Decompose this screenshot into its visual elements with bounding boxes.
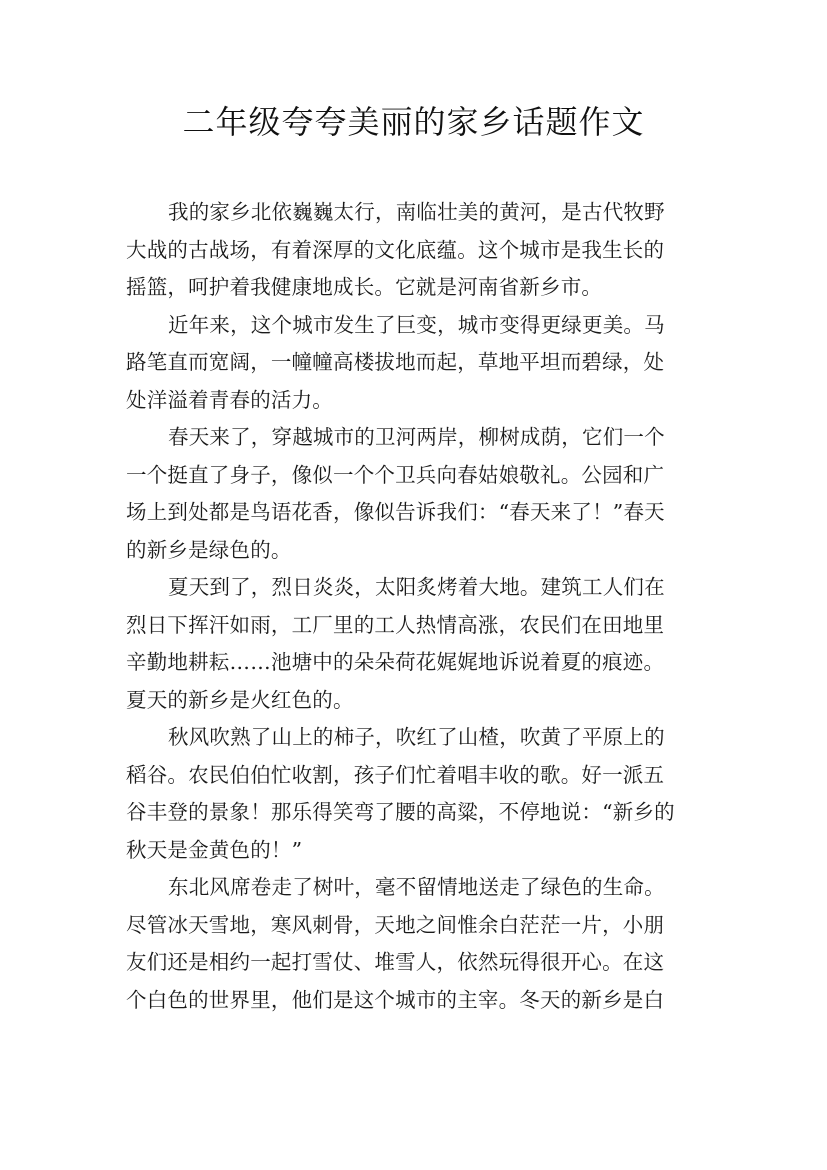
paragraph-line: 友们还是相约一起打雪仗、堆雪人，依然玩得很开心。在这 bbox=[126, 950, 665, 974]
paragraph-line: 一个挺直了身子，像似一个个卫兵向春姑娘敬礼。公园和广 bbox=[126, 462, 665, 487]
paragraph-line: 春天来了，穿越城市的卫河两岸，柳树成荫，它们一个 bbox=[168, 425, 665, 449]
paragraph-line: 我的家乡北依巍巍太行，南临壮美的黄河，是古代牧野 bbox=[168, 200, 665, 224]
paragraph-line: 尽管冰天雪地，寒风刺骨，天地之间惟余白茫茫一片，小朋 bbox=[126, 912, 665, 937]
paragraph-line: 谷丰登的景象！那乐得笑弯了腰的高粱，不停地说：“新乡的 bbox=[126, 800, 675, 824]
paragraph-line: 的新乡是绿色的。 bbox=[126, 537, 292, 562]
paragraph-line: 秋天是金黄色的！” bbox=[126, 837, 303, 862]
paragraph-line: 辛勤地耕耘……池塘中的朵朵荷花娓娓地诉说着夏的痕迹。 bbox=[126, 650, 665, 674]
paragraph-line: 路笔直而宽阔，一幢幢高楼拔地而起，草地平坦而碧绿，处 bbox=[126, 350, 665, 374]
paragraph-line: 烈日下挥汗如雨，工厂里的工人热情高涨，农民们在田地里 bbox=[126, 612, 665, 637]
paragraph-line: 个白色的世界里，他们是这个城市的主宰。冬天的新乡是白 bbox=[126, 987, 665, 1012]
paragraph-line: 稻谷。农民伯伯忙收割，孩子们忙着唱丰收的歌。好一派五 bbox=[126, 762, 665, 787]
document-title: 二年级夸夸美丽的家乡话题作文 bbox=[182, 103, 645, 141]
paragraph-line: 摇篮，呵护着我健康地成长。它就是河南省新乡市。 bbox=[126, 275, 603, 299]
paragraph-line: 大战的古战场，有着深厚的文化底蕴。这个城市是我生长的 bbox=[126, 237, 665, 262]
paragraph-line: 东北风席卷走了树叶，毫不留情地送走了绿色的生命。 bbox=[168, 875, 665, 899]
paragraph-line: 秋风吹熟了山上的柿子，吹红了山楂，吹黄了平原上的 bbox=[168, 725, 665, 749]
paragraph-line: 夏天到了，烈日炎炎，太阳炙烤着大地。建筑工人们在 bbox=[168, 575, 665, 599]
paragraph-line: 场上到处都是鸟语花香，像似告诉我们：“春天来了！”春天 bbox=[126, 500, 665, 524]
paragraph-line: 处洋溢着青春的活力。 bbox=[126, 387, 333, 412]
paragraph-line: 近年来，这个城市发生了巨变，城市变得更绿更美。马 bbox=[168, 312, 665, 337]
essay-body bbox=[126, 194, 716, 1019]
paragraph-line: 夏天的新乡是火红色的。 bbox=[126, 687, 354, 712]
